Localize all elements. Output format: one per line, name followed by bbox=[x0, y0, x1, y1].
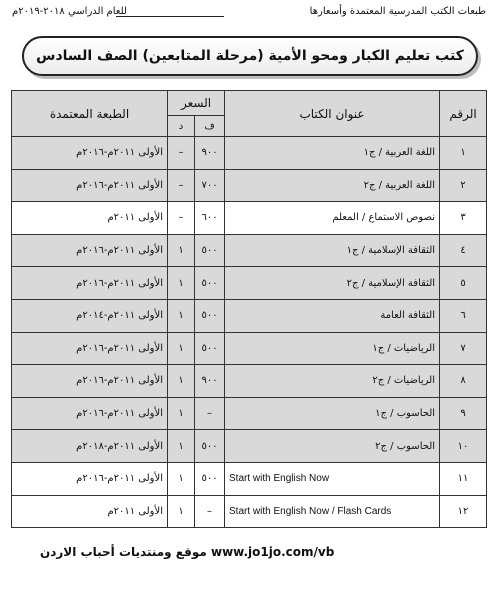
price-fils: – bbox=[195, 397, 225, 430]
header-price-dinar: د bbox=[168, 116, 195, 137]
price-fils: – bbox=[195, 495, 225, 528]
edition: الأولى ٢٠١١م-٢٠١٦م bbox=[12, 365, 168, 398]
books-table bbox=[11, 90, 487, 528]
header-number: الرقم bbox=[440, 91, 487, 137]
book-title: الحاسوب / ج٢ bbox=[225, 430, 440, 463]
book-title: اللغة العربية / ج٢ bbox=[225, 169, 440, 202]
header-price-fils: ف bbox=[195, 116, 225, 137]
price-dinar: ١ bbox=[168, 299, 195, 332]
price-dinar: ١ bbox=[168, 462, 195, 495]
banner-title: كتب تعليم الكبار ومحو الأمية (مرحلة المتابعين) الصف السادس bbox=[36, 48, 464, 64]
book-title: Start with English Now bbox=[225, 462, 440, 495]
table-row bbox=[12, 137, 487, 170]
price-fils: ٥٠٠ bbox=[195, 267, 225, 300]
price-fils: ٥٠٠ bbox=[195, 430, 225, 463]
edition: الأولى ٢٠١١م-٢٠١٦م bbox=[12, 332, 168, 365]
price-dinar: ١ bbox=[168, 397, 195, 430]
edition: الأولى ٢٠١١م-٢٠١٦م bbox=[12, 462, 168, 495]
price-dinar: ١ bbox=[168, 267, 195, 300]
table-row bbox=[12, 169, 487, 202]
row-number: ٩ bbox=[440, 397, 487, 430]
price-dinar: ١ bbox=[168, 495, 195, 528]
edition: الأولى ٢٠١١م-٢٠١٦م bbox=[12, 169, 168, 202]
price-fils: ٦٠٠ bbox=[195, 202, 225, 235]
row-number: ٤ bbox=[440, 234, 487, 267]
price-fils: ٩٠٠ bbox=[195, 137, 225, 170]
table-row bbox=[12, 234, 487, 267]
table-row bbox=[12, 495, 487, 528]
table-row bbox=[12, 365, 487, 398]
book-title: Start with English Now / Flash Cards bbox=[225, 495, 440, 528]
book-title: اللغة العربية / ج١ bbox=[225, 137, 440, 170]
book-title: الثقافة العامة bbox=[225, 299, 440, 332]
table-row bbox=[12, 202, 487, 235]
table-row bbox=[12, 397, 487, 430]
price-dinar: ١ bbox=[168, 365, 195, 398]
header-year: للعام الدراسي ٢٠١٨-٢٠١٩م bbox=[12, 6, 127, 17]
row-number: ١ bbox=[440, 137, 487, 170]
price-dinar: ١ bbox=[168, 234, 195, 267]
price-fils: ٥٠٠ bbox=[195, 332, 225, 365]
book-title: نصوص الاستماع / المعلم bbox=[225, 202, 440, 235]
row-number: ٧ bbox=[440, 332, 487, 365]
edition: الأولى ٢٠١١م-٢٠١٦م bbox=[12, 137, 168, 170]
book-title: الثقافة الإسلامية / ج٢ bbox=[225, 267, 440, 300]
edition: الأولى ٢٠١١م-٢٠١٤م bbox=[12, 299, 168, 332]
page-header bbox=[12, 6, 486, 22]
table-row bbox=[12, 267, 487, 300]
edition: الأولى ٢٠١١م bbox=[12, 202, 168, 235]
header-edition: الطبعة المعتمدة bbox=[12, 91, 168, 137]
edition: الأولى ٢٠١١م-٢٠١٦م bbox=[12, 267, 168, 300]
row-number: ٢ bbox=[440, 169, 487, 202]
price-dinar: – bbox=[168, 202, 195, 235]
header-title: عنوان الكتاب bbox=[225, 91, 440, 137]
price-fils: ٥٠٠ bbox=[195, 299, 225, 332]
footer-website: www.jo1jo.com/vb موقع ومنتديات أحباب الاردن bbox=[40, 545, 335, 559]
table-row bbox=[12, 299, 487, 332]
row-number: ٦ bbox=[440, 299, 487, 332]
table-row bbox=[12, 332, 487, 365]
row-number: ٣ bbox=[440, 202, 487, 235]
row-number: ١٠ bbox=[440, 430, 487, 463]
edition: الأولى ٢٠١١م bbox=[12, 495, 168, 528]
header-price: السعر bbox=[168, 91, 225, 116]
book-title: الحاسوب / ج١ bbox=[225, 397, 440, 430]
price-dinar: ١ bbox=[168, 332, 195, 365]
book-title: الرياضيات / ج٢ bbox=[225, 365, 440, 398]
price-fils: ٩٠٠ bbox=[195, 365, 225, 398]
edition: الأولى ٢٠١١م-٢٠١٨م bbox=[12, 430, 168, 463]
price-dinar: ١ bbox=[168, 430, 195, 463]
price-fils: ٥٠٠ bbox=[195, 234, 225, 267]
edition: الأولى ٢٠١١م-٢٠١٦م bbox=[12, 397, 168, 430]
row-number: ٥ bbox=[440, 267, 487, 300]
price-fils: ٥٠٠ bbox=[195, 462, 225, 495]
table-row bbox=[12, 462, 487, 495]
price-dinar: – bbox=[168, 169, 195, 202]
book-title: الثقافة الإسلامية / ج١ bbox=[225, 234, 440, 267]
row-number: ١١ bbox=[440, 462, 487, 495]
header-rule bbox=[116, 16, 224, 17]
row-number: ٨ bbox=[440, 365, 487, 398]
price-dinar: – bbox=[168, 137, 195, 170]
row-number: ١٢ bbox=[440, 495, 487, 528]
edition: الأولى ٢٠١١م-٢٠١٦م bbox=[12, 234, 168, 267]
header-title: طبعات الكتب المدرسية المعتمدة وأسعارها bbox=[309, 6, 486, 17]
price-fils: ٧٠٠ bbox=[195, 169, 225, 202]
table-row bbox=[12, 430, 487, 463]
section-banner bbox=[22, 36, 478, 76]
book-title: الرياضيات / ج١ bbox=[225, 332, 440, 365]
